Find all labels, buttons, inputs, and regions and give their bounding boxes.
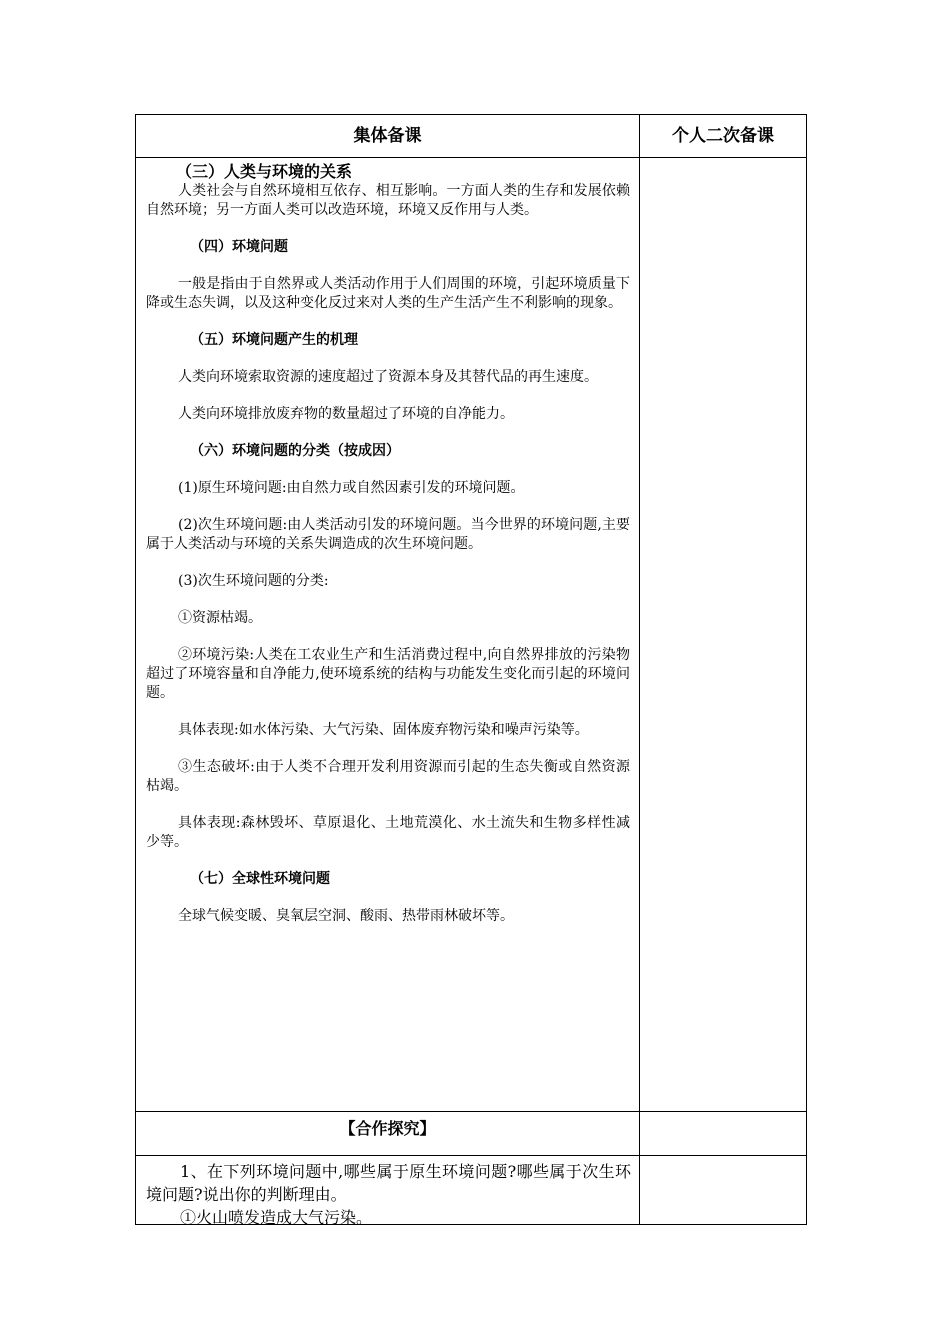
collective-content-cell	[136, 158, 640, 1111]
question-1-item-1: ①火山喷发造成大气污染。	[180, 1208, 373, 1227]
cooperation-header-row	[136, 1112, 806, 1156]
section-6-ecological-damage: ③生态破坏:由于人类不合理开发利用资源而引起的生态失衡或自然资源枯竭。	[146, 759, 630, 794]
section-5-paragraph-1: 人类向环境索取资源的速度超过了资源本身及其替代品的再生速度。	[178, 369, 598, 385]
section-6-secondary-problem: (2)次生环境问题:由人类活动引发的环境问题。当今世界的环境问题,主要属于人类活动与环境的关系失调造成的次生环境问题。	[146, 517, 630, 552]
table-header-row	[136, 115, 806, 158]
section-4-title: （四）环境问题	[190, 239, 288, 255]
cooperation-notes-cell	[640, 1112, 806, 1155]
section-6-secondary-classification: (3)次生环境问题的分类:	[178, 573, 329, 589]
header-personal-prep: 个人二次备课	[672, 126, 774, 146]
cooperation-title: 【合作探究】	[136, 1112, 640, 1155]
section-6-title: （六）环境问题的分类（按成因）	[190, 443, 400, 459]
header-collective-prep: 集体备课	[136, 115, 640, 157]
section-3-title: （三）人类与环境的关系	[176, 162, 353, 181]
question-row	[136, 1156, 806, 1227]
lesson-plan-table	[135, 114, 807, 1225]
section-7-paragraph: 全球气候变暖、臭氧层空洞、酸雨、热带雨林破坏等。	[178, 908, 514, 924]
question-notes-cell	[640, 1156, 806, 1224]
section-6-ecological-examples: 具体表现:森林毁坏、草原退化、土地荒漠化、水土流失和生物多样性减少等。	[146, 815, 630, 850]
content-row	[136, 158, 806, 1112]
section-6-resource-depletion: ①资源枯竭。	[178, 610, 262, 626]
question-cell	[136, 1156, 640, 1227]
section-6-pollution: ②环境污染:人类在工农业生产和生活消费过程中,向自然界排放的污染物超过了环境容量和自净能力,使环境系统的结构与功能发生变化而引起的环境问题。	[146, 647, 630, 701]
section-5-title: （五）环境问题产生的机理	[190, 332, 358, 348]
personal-notes-cell	[640, 158, 806, 1111]
section-4-paragraph: 一般是指由于自然界或人类活动作用于人们周围的环境，引起环境质量下降或生态失调，以及这种变化反过来对人类的生产生活产生不利影响的现象。	[146, 276, 630, 311]
question-1: 1、在下列环境问题中,哪些属于原生环境问题?哪些属于次生环境问题?说出你的判断理由。	[146, 1162, 631, 1204]
section-6-primary-problem: (1)原生环境问题:由自然力或自然因素引发的环境问题。	[178, 480, 525, 496]
section-3-paragraph: 人类社会与自然环境相互依存、相互影响。一方面人类的生存和发展依赖自然环境；另一方面人类可以改造环境，环境又反作用与人类。	[146, 183, 630, 218]
section-6-pollution-examples: 具体表现:如水体污染、大气污染、固体废弃物污染和噪声污染等。	[178, 722, 589, 738]
section-7-title: （七）全球性环境问题	[190, 871, 330, 887]
section-5-paragraph-2: 人类向环境排放废弃物的数量超过了环境的自净能力。	[178, 406, 514, 422]
